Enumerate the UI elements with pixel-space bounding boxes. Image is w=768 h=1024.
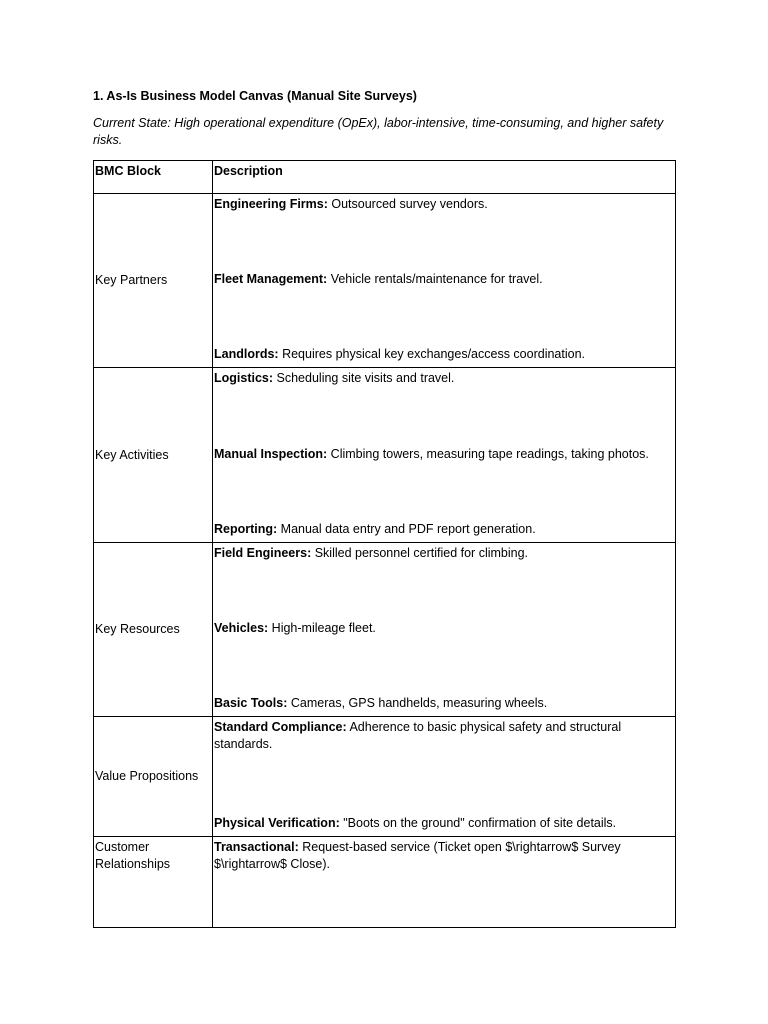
item-label: Landlords:	[214, 347, 279, 361]
description-item	[214, 370, 674, 387]
table-row	[94, 194, 676, 368]
item-label: Transactional:	[214, 840, 299, 854]
table-row	[94, 837, 676, 928]
block-key-activities: Key Activities	[94, 368, 213, 543]
description-cell	[213, 717, 676, 837]
item-text: Vehicle rentals/maintenance for travel.	[327, 272, 543, 286]
description-cell	[213, 837, 676, 928]
item-label: Standard Compliance:	[214, 720, 347, 734]
table-header-row	[94, 161, 676, 194]
description-item	[214, 695, 674, 712]
block-customer-relationships: Customer Relationships	[94, 837, 213, 928]
description-cell	[213, 194, 676, 368]
item-label: Manual Inspection:	[214, 446, 328, 461]
description-item	[214, 446, 674, 463]
table-row	[94, 543, 676, 717]
description-item	[214, 545, 674, 562]
description-item	[214, 196, 674, 213]
item-text: Manual data entry and PDF report generation.	[277, 522, 536, 536]
section-heading: 1. As-Is Business Model Canvas (Manual Site Surveys)	[93, 89, 417, 103]
description-item	[214, 346, 674, 363]
item-label: Fleet Management:	[214, 272, 328, 286]
table-row	[94, 717, 676, 837]
description-item	[214, 620, 674, 637]
description-item	[214, 839, 674, 873]
item-text: Climbing towers, measuring tape readings, taking photos.	[327, 446, 649, 461]
block-key-partners: Key Partners	[94, 194, 213, 368]
item-label: Basic Tools:	[214, 696, 288, 710]
description-cell	[213, 543, 676, 717]
bmc-table	[93, 160, 676, 928]
description-item	[214, 719, 674, 753]
description-item	[214, 815, 674, 832]
item-label: Vehicles:	[214, 621, 269, 635]
header-description: Description	[213, 161, 676, 194]
item-label: Field Engineers:	[214, 546, 312, 560]
item-label: Reporting:	[214, 522, 278, 536]
item-text: "Boots on the ground" confirmation of site details.	[339, 816, 617, 830]
table-row	[94, 368, 676, 543]
current-state-note: Current State: High operational expenditure (OpEx), labor-intensive, time-consuming, and higher safety risks.	[93, 116, 664, 147]
item-text: Outsourced survey vendors.	[327, 197, 488, 211]
header-bmc-block: BMC Block	[94, 161, 213, 194]
item-text: Skilled personnel certified for climbing.	[311, 546, 529, 560]
item-label: Engineering Firms:	[214, 197, 328, 211]
item-label: Physical Verification:	[214, 816, 340, 830]
item-text: Requires physical key exchanges/access coordination.	[278, 347, 586, 361]
item-text: High-mileage fleet.	[268, 621, 376, 635]
block-key-resources: Key Resources	[94, 543, 213, 717]
item-label: Logistics:	[214, 371, 274, 385]
block-value-propositions: Value Propositions	[94, 717, 213, 837]
description-item	[214, 521, 674, 538]
item-text: Request-based service (Ticket open $\rightarrow$ Survey $\rightarrow$ Close).	[214, 840, 621, 871]
description-cell	[213, 368, 676, 543]
item-text: Scheduling site visits and travel.	[273, 371, 455, 385]
description-item	[214, 271, 674, 288]
item-text: Cameras, GPS handhelds, measuring wheels.	[287, 696, 548, 710]
item-text: Adherence to basic physical safety and structural standards.	[214, 720, 622, 751]
